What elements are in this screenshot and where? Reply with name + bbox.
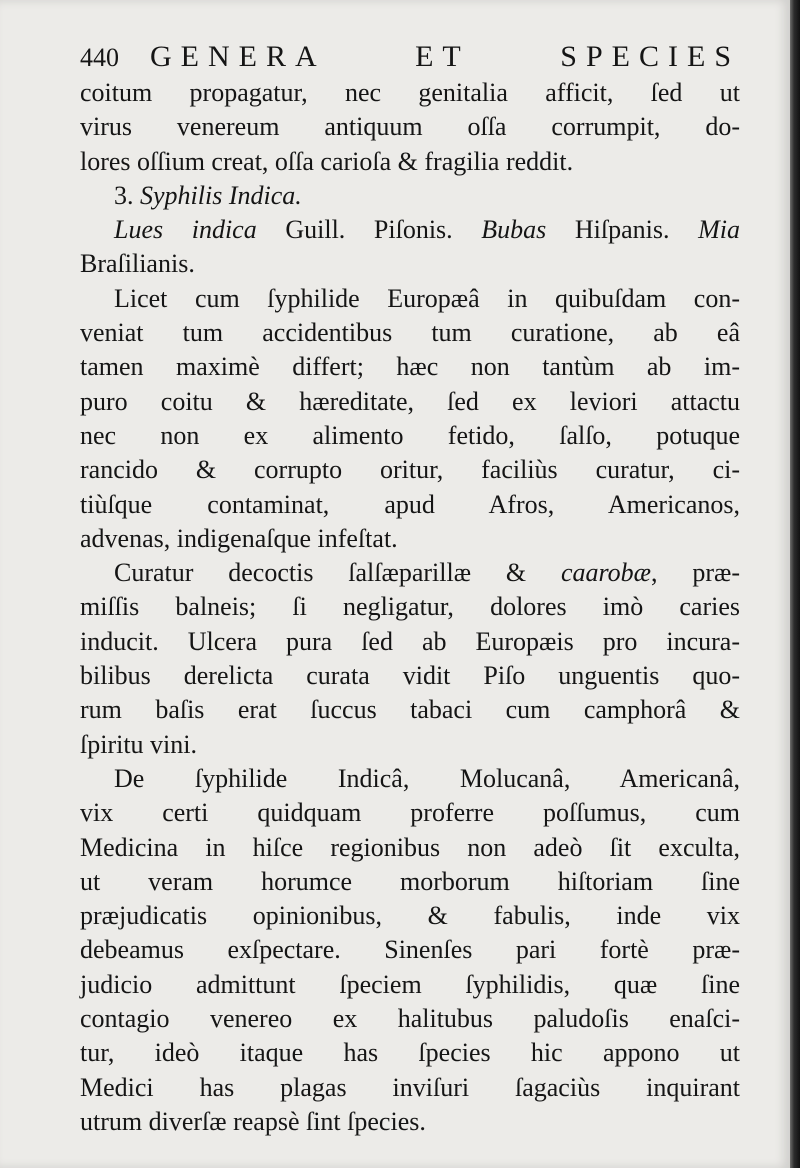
- text-run: contagio venereo ex halitubus paludoſis enaſci-: [80, 1004, 740, 1034]
- text-run: utrum diverſæ reapsè ſint ſpecies.: [80, 1106, 426, 1136]
- text-line: [80, 796, 740, 830]
- body-text: [80, 76, 740, 1139]
- text-line: [80, 385, 740, 419]
- text-line: [80, 247, 740, 281]
- text-line: [80, 316, 740, 350]
- text-line: [80, 179, 740, 213]
- text-line: [80, 419, 740, 453]
- text-run: miſſis balneis; ſi negligatur, dolores imò caries: [80, 592, 740, 622]
- text-run: rancido & corrupto oritur, faciliùs curatur, ci-: [80, 455, 740, 485]
- text-run: veniat tum accidentibus tum curatione, ab eâ: [80, 318, 740, 348]
- text-line: [80, 865, 740, 899]
- text-run: tamen maximè differt; hæc non tantùm ab im-: [80, 352, 740, 382]
- text-line: [80, 1036, 740, 1070]
- text-line: [80, 1002, 740, 1036]
- text-run: tur, ideò itaque has ſpecies hic appono ut: [80, 1038, 740, 1068]
- text-run: Medici has plagas inviſuri ſagaciùs inquirant: [80, 1072, 740, 1102]
- text-line: [80, 76, 740, 110]
- text-run: virus venereum antiquum oſſa corrumpit, do-: [80, 112, 740, 142]
- text-run: ut veram horumce morborum hiſtoriam ſine: [80, 866, 740, 896]
- text-run: Medicina in hiſce regionibus non adeò ſit exculta,: [80, 832, 740, 862]
- text-run: Braſilianis.: [80, 249, 195, 279]
- italic-text: caarobæ: [560, 558, 651, 588]
- italic-text: Lues indica: [114, 215, 257, 245]
- text-run: vix certi quidquam proferre poſſumus, cum: [80, 798, 740, 828]
- text-line: [80, 590, 740, 624]
- text-run: tiùſque contaminat, apud Afros, Americanos,: [80, 489, 740, 519]
- text-run: Curatur decoctis ſalſæparillæ &: [114, 558, 561, 588]
- text-run: Hiſpanis.: [546, 215, 699, 245]
- text-line: [80, 728, 740, 762]
- text-line: [80, 556, 740, 590]
- text-run: , præ-: [650, 558, 740, 588]
- text-run: rum baſis erat ſuccus tabaci cum camphorâ &: [80, 695, 740, 725]
- text-run: coitum propagatur, nec genitalia afficit, ſed ut: [80, 78, 740, 107]
- italic-text: Mia: [698, 215, 741, 245]
- italic-text: Bubas: [481, 215, 547, 245]
- page-header: [80, 40, 740, 76]
- text-line: [80, 659, 740, 693]
- text-run: bilibus derelicta curata vidit Piſo unguentis quo-: [80, 661, 740, 691]
- text-line: [80, 1105, 740, 1139]
- text-run: lores oſſium creat, oſſa carioſa & fragilia reddit.: [80, 146, 574, 176]
- text-run: 3.: [114, 180, 140, 210]
- text-line: [80, 522, 740, 556]
- text-line: [80, 762, 740, 796]
- text-run: præjudicatis opinionibus, & fabulis, inde vix: [80, 901, 740, 931]
- running-title: GENERA ET SPECIES: [150, 40, 740, 73]
- italic-text: Syphilis Indica.: [140, 180, 302, 210]
- text-line: [80, 899, 740, 933]
- text-run: judicio admittunt ſpeciem ſyphilidis, quæ ſine: [80, 969, 740, 999]
- text-line: [80, 933, 740, 967]
- text-line: [80, 625, 740, 659]
- text-line: [80, 453, 740, 487]
- text-run: ſpiritu vini.: [80, 729, 197, 759]
- text-line: [80, 213, 740, 247]
- page-number: 440: [80, 43, 119, 72]
- text-run: puro coitu & hæreditate, ſed ex leviori attactu: [80, 386, 740, 416]
- text-line: [80, 350, 740, 384]
- text-run: advenas, indigenaſque infeſtat.: [80, 523, 398, 553]
- text-line: [80, 693, 740, 727]
- text-line: [80, 282, 740, 316]
- text-run: Licet cum ſyphilide Europæâ in quibuſdam con-: [114, 283, 740, 313]
- text-run: De ſyphilide Indicâ, Molucanâ, Americanâ,: [114, 763, 740, 793]
- text-line: [80, 488, 740, 522]
- text-line: [80, 968, 740, 1002]
- page-text: [80, 40, 740, 1139]
- text-run: nec non ex alimento fetido, ſalſo, potuque: [80, 420, 740, 450]
- text-line: [80, 1071, 740, 1105]
- text-run: debeamus exſpectare. Sinenſes pari fortè præ-: [80, 935, 740, 965]
- text-run: Guill. Piſonis.: [256, 215, 482, 245]
- book-spine-shadow: [790, 0, 800, 1168]
- text-run: inducit. Ulcera pura ſed ab Europæis pro incura-: [80, 626, 740, 656]
- text-line: [80, 110, 740, 144]
- text-line: [80, 831, 740, 865]
- text-line: [80, 145, 740, 179]
